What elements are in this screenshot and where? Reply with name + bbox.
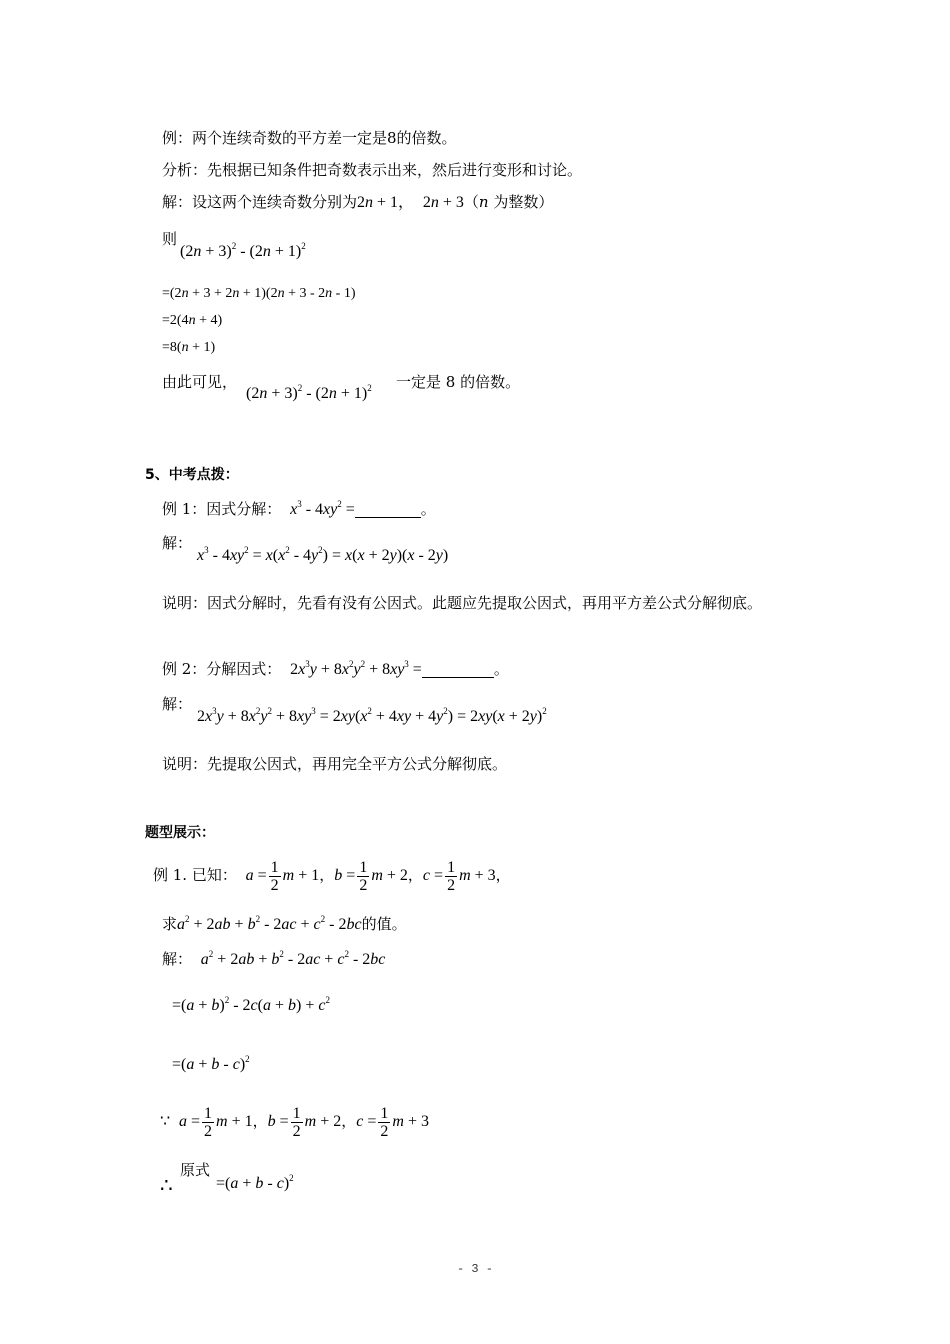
given-c: c = $\frac{1}{2}$ m + 3 [422,859,496,894]
difference-expression: $(2n + 3)^2 - (2n + 1)^2$ [180,241,306,260]
step-2: =2(4n + 4) [162,313,223,328]
odd-number-1: 2n + 1， [357,194,415,211]
conclusion-suffix: 一定是 8 的倍数。 [396,373,521,391]
solution-label-1: 解： [162,534,193,552]
section-heading-exam-tips: 5、中考点拨： [145,467,239,483]
given-line: 例 1. 已知： a = $\frac{1}{2}$ m + 1，b = $\frac{1}{2}$ m + 2，c = $\frac{1}{2}$ m + 3， [153,859,511,894]
given-a: a = $\frac{1}{2}$ m + 1 [245,859,320,894]
final-result: $=(a + b - c)^2$ [216,1173,294,1192]
section-heading-problem-types: 题型展示： [145,825,215,841]
example-2-solution: $2x^3y + 8x^2y^2 + 8xy^3 = 2xy(x^2 + 4xy + 4y^2) = 2xy(x + 2y)^2$ [197,706,547,725]
step-3: =8(n + 1) [162,340,216,355]
ask-line: 求$a^2 + 2ab + b^2 - 2ac + c^2 - 2bc$的值。 [162,914,407,933]
example-1-line: 例 1：因式分解： $x^3 - 4xy^2$ = 。 [162,499,436,518]
example-2-note: 说明：先提取公因式，再用完全平方公式分解彻底。 [162,755,508,773]
odd-number-2: 2n + 3 [418,194,464,211]
step-1: =(2n + 3 + 2n + 1)(2n + 3 - 2n - 1) [162,286,356,301]
target-expression: $a^2 + 2ab + b^2 - 2ac + c^2 - 2bc$ [177,914,362,933]
example-1-solution: $x^3 - 4xy^2 = x(x^2 - 4y^2) = x(x + 2y)(x - 2y)$ [197,545,449,564]
because-line: ∵ a = $\frac{1}{2}$ m + 1，b = $\frac{1}{2}$ m + 2，c = $\frac{1}{2}$ m + 3 [160,1105,429,1140]
answer-blank-2 [422,662,494,678]
example-1-expression: $x^3 - 4xy^2$ [290,499,342,518]
then-label: 则 [162,230,178,248]
solution-intro-line: 解：设这两个连续奇数分别为2n + 1， 2n + 3（n 为整数） [162,193,554,211]
solution-step-1: $=(a + b)^2 - 2c(a + b) + c^2$ [172,995,330,1014]
conclusion-prefix: 由此可见， [162,373,238,391]
page-number: - 3 - [456,1262,493,1276]
example-2-expression: $2x^3y + 8x^2y^2 + 8xy^3$ [286,659,409,678]
original-expression-label: 原式 [180,1161,211,1179]
because-c: c = $\frac{1}{2}$ m + 3 [356,1105,429,1140]
solution-step-2: $=(a + b - c)^2$ [172,1054,250,1073]
conclusion-expression: $(2n + 3)^2 - (2n + 1)^2$ [246,383,372,402]
solution-start-expression: $a^2 + 2ab + b^2 - 2ac + c^2 - 2bc$ [200,949,386,968]
example-statement: 例：两个连续奇数的平方差一定是8的倍数。 [162,129,457,147]
therefore-symbol: ∴ [160,1175,173,1197]
example-2-line: 例 2：分解因式： $2x^3y + 8x^2y^2 + 8xy^3$ = 。 [162,659,509,678]
given-b: b = $\frac{1}{2}$ m + 2 [334,859,408,894]
because-a: a = $\frac{1}{2}$ m + 1 [178,1105,253,1140]
solution-label-3: 解： $a^2 + 2ab + b^2 - 2ac + c^2 - 2bc$ [162,949,386,968]
answer-blank-1 [355,502,421,518]
because-b: b = $\frac{1}{2}$ m + 2 [267,1105,342,1140]
analysis-text: 分析：先根据已知条件把奇数表示出来，然后进行变形和讨论。 [162,161,583,179]
n-integer-note: （n 为整数） [463,193,554,211]
solution-label-2: 解： [162,695,193,713]
example-1-note: 说明：因式分解时，先看有没有公因式。此题应先提取公因式，再用平方差公式分解彻底。 [162,594,763,612]
